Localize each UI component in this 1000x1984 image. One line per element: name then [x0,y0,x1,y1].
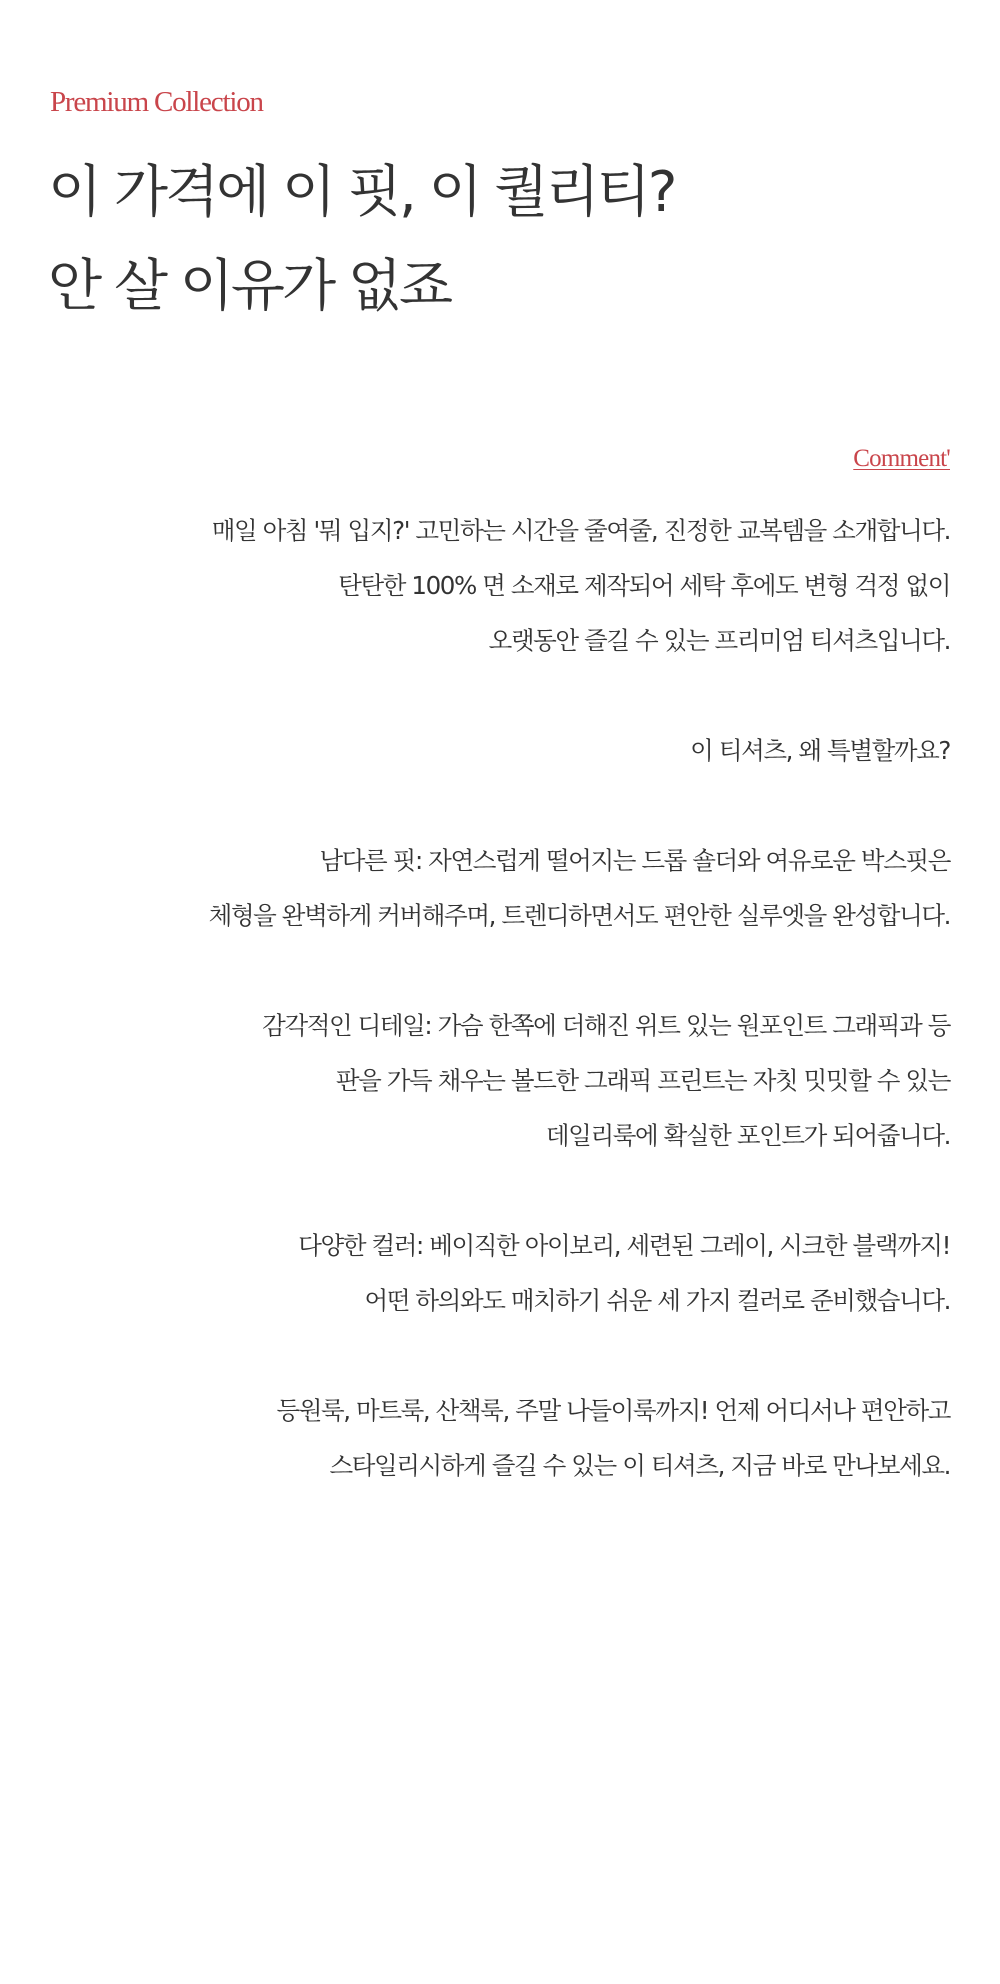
page-headline [48,146,675,334]
headline-line: 이 가격에 이 핏, 이 퀄리티? [48,160,675,225]
comment-line: 탄탄한 100% 면 소재로 제작되어 세탁 후에도 변형 걱정 없이 [338,571,950,600]
paragraph-spacer [50,778,950,833]
comment-label: Comment' [853,445,950,472]
comment-line: 다양한 컬러: 베이직한 아이보리, 세련된 그레이, 시크한 블랙까지! [298,1231,950,1260]
comment-line: 스타일리시하게 즐길 수 있는 이 티셔츠, 지금 바로 만나보세요. [329,1451,950,1480]
comment-line: 남다른 핏: 자연스럽게 떨어지는 드롭 숄더와 여유로운 박스핏은 [319,846,950,875]
comment-line: 판을 가득 채우는 볼드한 그래픽 프린트는 자칫 밋밋할 수 있는 [335,1066,950,1095]
comment-paragraph [50,723,950,778]
comment-line: 체형을 완벽하게 커버해주며, 트렌디하면서도 편안한 실루엣을 완성합니다. [208,901,950,930]
comment-line: 등원룩, 마트룩, 산책룩, 주말 나들이룩까지! 언제 어디서나 편안하고 [276,1396,950,1425]
comment-line: 매일 아침 '뭐 입지?' 고민하는 시간을 줄여줄, 진정한 교복템을 소개합니다. [211,516,950,545]
paragraph-spacer [50,668,950,723]
comment-paragraph [50,503,950,668]
comment-line: 데일리룩에 확실한 포인트가 되어줍니다. [545,1121,950,1150]
collection-eyebrow: Premium Collection [50,86,263,118]
comment-line: 어떤 하의와도 매치하기 쉬운 세 가지 컬러로 준비했습니다. [364,1286,950,1315]
headline-line: 안 살 이유가 없죠 [48,254,451,319]
comment-paragraph [50,833,950,943]
paragraph-spacer [50,943,950,998]
paragraph-spacer [50,1328,950,1383]
comment-paragraph [50,1218,950,1328]
comment-body [50,503,950,1493]
comment-line: 감각적인 디테일: 가슴 한쪽에 더해진 위트 있는 원포인트 그래픽과 등 [262,1011,950,1040]
paragraph-spacer [50,1163,950,1218]
comment-line: 오랫동안 즐길 수 있는 프리미엄 티셔츠입니다. [488,626,950,655]
comment-paragraph [50,998,950,1163]
comment-paragraph [50,1383,950,1493]
comment-line: 이 티셔츠, 왜 특별할까요? [690,736,950,765]
